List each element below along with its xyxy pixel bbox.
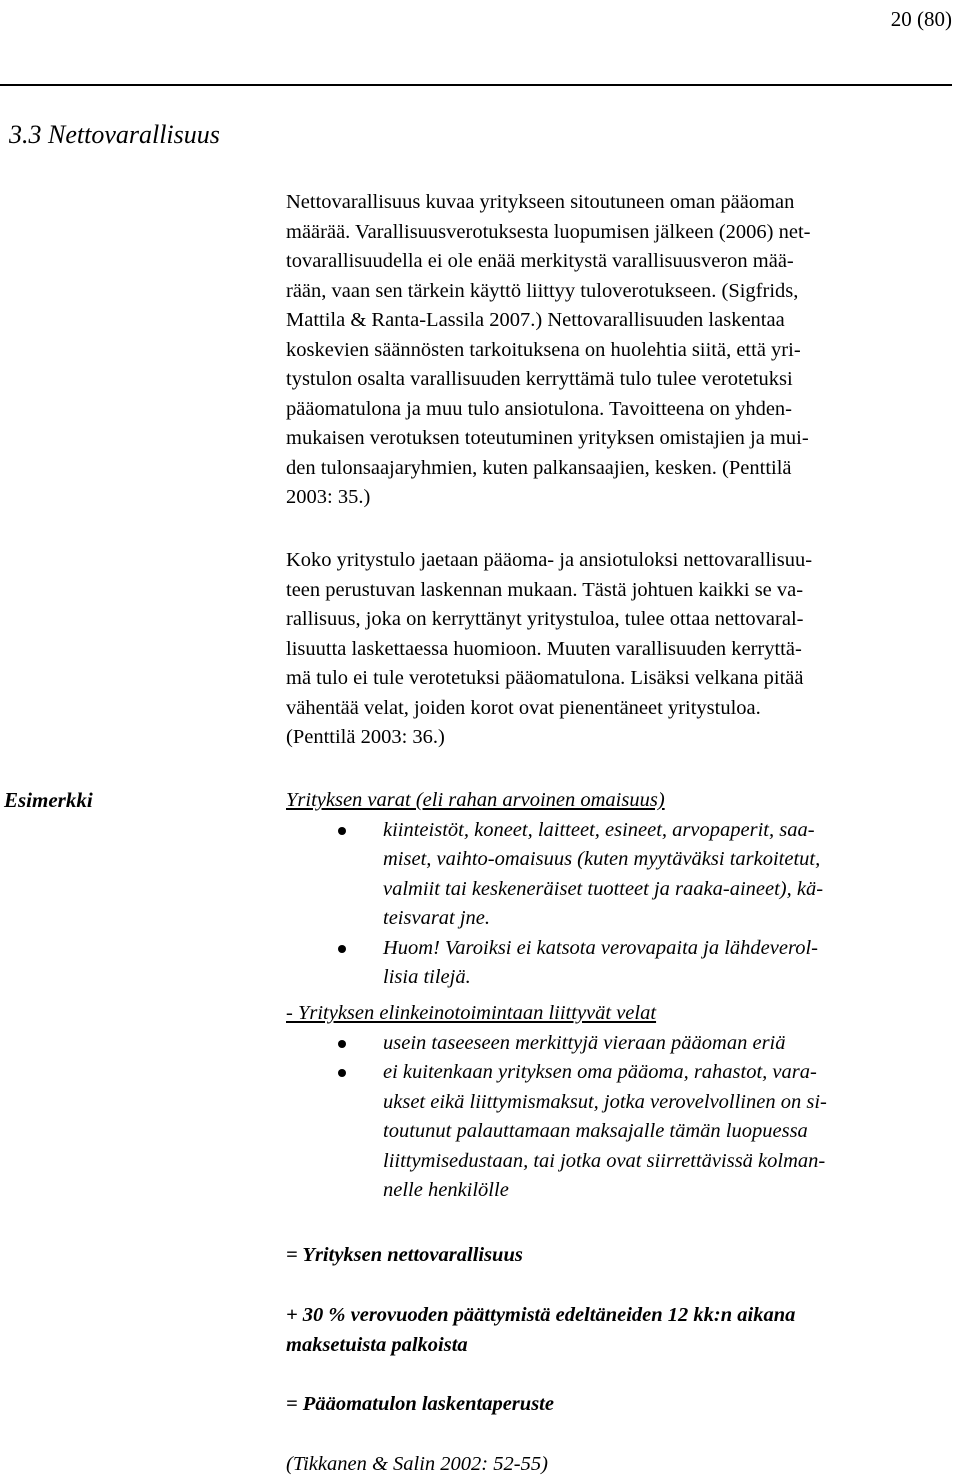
text-line: ei kuitenkaan yrityksen oma pääoma, rahastot, vara- [383,1061,817,1083]
text-line: tovarallisuudella ei ole enää merkitystä varallisuusveron mää- [286,250,794,272]
header-rule [0,84,952,86]
capital-income-base-line [286,1390,954,1420]
text-line: mukaisen verotuksen toteutuminen yrityksen omistajien ja mui- [286,427,809,449]
source-citation [286,1450,954,1480]
debts-bullet-list [286,1029,954,1206]
text-line: (Tikkanen & Salin 2002: 52-55) [286,1453,548,1475]
example-debts-block [286,999,954,1201]
text-line: (Penttilä 2003: 36.) [286,726,445,748]
text-line: ukset eikä liittymismaksut, jotka verovelvollinen on si- [383,1090,827,1113]
text-line: määrää. Varallisuusverotuksesta luopumisen jälkeen (2006) net- [286,220,811,243]
text-line: nelle henkilölle [383,1179,509,1201]
text-line: tystulon osalta varallisuuden kerryttämä tulo tulee verotetuksi [286,368,793,390]
section-title: 3.3 Nettovarallisuus [9,120,220,149]
text-line: Huom! Varoiksi ei katsota verovapaita ja lähdeverol- [383,936,818,959]
debts-heading: - Yrityksen elinkeinotoimintaan liittyvät velat [286,1002,657,1024]
salary-addition [286,1301,954,1360]
text-line: = Pääomatulon laskentaperuste [286,1393,554,1415]
list-item [286,934,954,993]
text-line: kiinteistöt, koneet, laitteet, esineet, arvopaperit, saa- [383,818,815,841]
example-assets-block [286,786,954,988]
list-item [286,1029,954,1059]
paragraph-income-division [286,546,954,753]
text-line: Koko yritystulo jaetaan pääoma- ja ansiotuloksi nettovarallisuu- [286,549,813,571]
text-line: Nettovarallisuus kuvaa yritykseen sitoutuneen oman pääoman [286,191,795,213]
text-line: Mattila & Ranta-Lassila 2007.) Nettovarallisuuden laskentaa [286,309,785,331]
text-line: liittymisedustaan, tai jotka ovat siirrettävissä kolman- [383,1149,826,1172]
bullet-icon [338,827,346,835]
text-line: teisvarat jne. [383,907,491,929]
list-item [286,1058,954,1206]
text-line: 2003: 35.) [286,486,371,508]
example-label: Esimerkki [4,788,93,812]
text-line: + 30 % verovuoden päättymistä edeltäneiden 12 kk:n aikana [286,1304,796,1326]
text-line: maksetuista palkoista [286,1333,468,1356]
paragraph-net-assets-intro [286,188,954,513]
text-line: miset, vaihto-omaisuus (kuten myytäväksi tarkoitetut, [383,848,821,870]
assets-bullet-list [286,816,954,993]
bullet-icon [338,945,346,953]
text-line: rään, vaan sen tärkein käyttö liittyy tuloverotukseen. (Sigfrids, [286,279,799,302]
text-line: valmiit tai keskeneräiset tuotteet ja raaka-aineet), kä- [383,877,824,900]
text-line: = Yrityksen nettovarallisuus [286,1244,523,1266]
text-line: usein taseeseen merkittyjä vieraan pääoman eriä [383,1031,786,1054]
text-line: toutunut palauttamaan maksajalle tämän luopuessa [383,1120,808,1142]
list-item [286,816,954,934]
text-line: teen perustuvan laskennan mukaan. Tästä johtuen kaikki se va- [286,578,804,601]
bullet-icon [338,1069,346,1077]
text-line: mä tulo ei tule verotetuksi pääomatulona. Lisäksi velkana pitää [286,667,804,689]
text-line: vähentää velat, joiden korot ovat pienentäneet yritystuloa. [286,696,761,719]
text-line: koskevien säännösten tarkoituksena on huolehtia siitä, että yri- [286,338,801,361]
text-line: den tulonsaajaryhmien, kuten palkansaajien, kesken. (Penttilä [286,456,792,479]
text-line: pääomatulona ja muu tulo ansiotulona. Tavoitteena on yhden- [286,397,793,420]
net-assets-line [286,1241,954,1271]
text-line: lisia tilejä. [383,966,471,988]
text-line: lisuutta laskettaessa huomioon. Muuten varallisuuden kerryttä- [286,637,802,660]
assets-heading: Yrityksen varat (eli rahan arvoinen omaisuus) [286,789,665,811]
bullet-icon [338,1040,346,1048]
text-line: rallisuus, joka on kerryttänyt yritystuloa, tulee ottaa nettovaral- [286,608,804,630]
page-number: 20 (80) [890,7,952,31]
